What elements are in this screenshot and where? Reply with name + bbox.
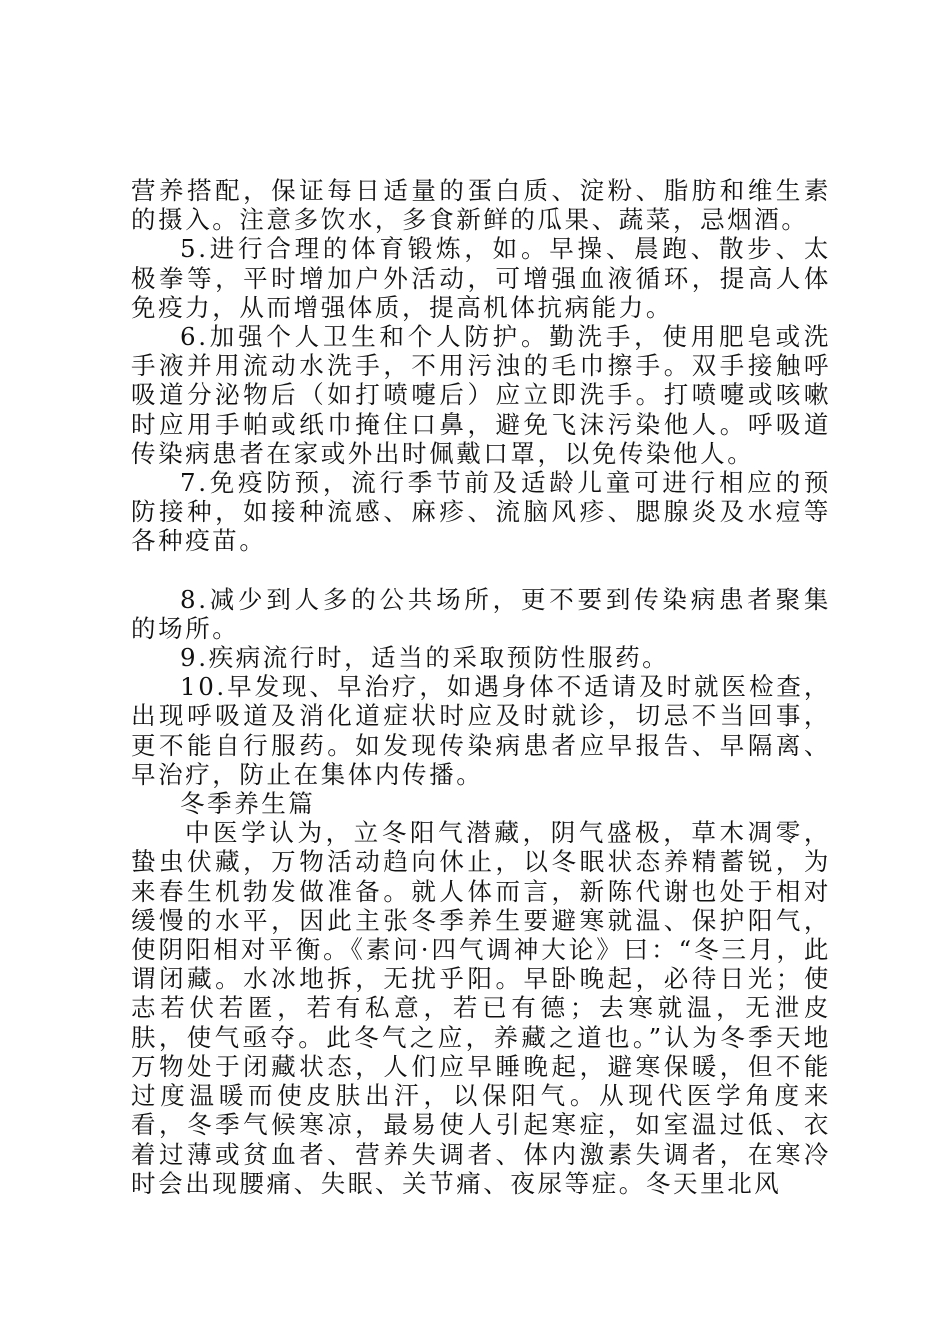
paragraph-item-8: 8.减少到人多的公共场所，更不要到传染病患者聚集的场所。 bbox=[131, 584, 831, 643]
paragraph-item-10: 10.早发现、早治疗，如遇身体不适请及时就医检查，出现呼吸道及消化道症状时应及时就诊，切忌不当回事，更不能自行服药。如发现传染病患者应早报告、早隔离、早治疗，防止在集体内传播。 bbox=[131, 672, 831, 789]
paragraph-item-6: 6.加强个人卫生和个人防护。勤洗手，使用肥皂或洗手液并用流动水洗手，不用污浊的毛巾擦手。双手接触呼吸道分泌物后（如打喷嚏后）应立即洗手。打喷嚏或咳嗽时应用手帕或纸巾掩住口鼻，避免飞沫污染他人。呼吸道传染病患者在家或外出时佩戴口罩，以免传染他人。 bbox=[131, 322, 831, 468]
document-body bbox=[131, 176, 831, 1198]
paragraph-nutrition: 营养搭配，保证每日适量的蛋白质、淀粉、脂肪和维生素的摄入。注意多饮水，多食新鲜的瓜果、蔬菜，忌烟酒。 bbox=[131, 176, 831, 235]
section-body: 中医学认为，立冬阳气潜藏，阴气盛极，草木凋零，蛰虫伏藏，万物活动趋向休止，以冬眠状态养精蓄锐，为来春生机勃发做准备。就人体而言，新陈代谢也处于相对缓慢的水平，因此主张冬季养生要避寒就温、保护阳气，使阴阳相对平衡。《素问·四气调神大论》曰：“冬三月，此谓闭藏。水冰地拆，无扰乎阳。早卧晚起，必待日光；使志若伏若匿，若有私意，若已有德；去寒就温，无泄皮肤，使气亟夺。此冬气之应，养藏之道也。”认为冬季天地万物处于闭藏状态，人们应早睡晚起，避寒保暖，但不能过度温暖而使皮肤出汗，以保阳气。从现代医学角度来看，冬季气候寒凉，最易使人引起寒症，如室温过低、衣着过薄或贫血者、营养失调者、体内激素失调者，在寒冷时会出现腰痛、失眠、关节痛、夜尿等症。冬天里北风 bbox=[131, 818, 831, 1198]
paragraph-spacer bbox=[131, 556, 831, 585]
section-heading: 冬季养生篇 bbox=[180, 789, 316, 819]
paragraph-item-5: 5.进行合理的体育锻炼，如。早操、晨跑、散步、太极拳等，平时增加户外活动，可增强血液循环，提高人体免疫力，从而增强体质，提高机体抗病能力。 bbox=[131, 234, 831, 322]
paragraph-item-7: 7.免疫防预，流行季节前及适龄儿童可进行相应的预防接种，如接种流感、麻疹、流脑风疹、腮腺炎及水痘等各种疫苗。 bbox=[131, 468, 831, 556]
paragraph-item-9: 9.疾病流行时，适当的采取预防性服药。 bbox=[180, 643, 670, 673]
